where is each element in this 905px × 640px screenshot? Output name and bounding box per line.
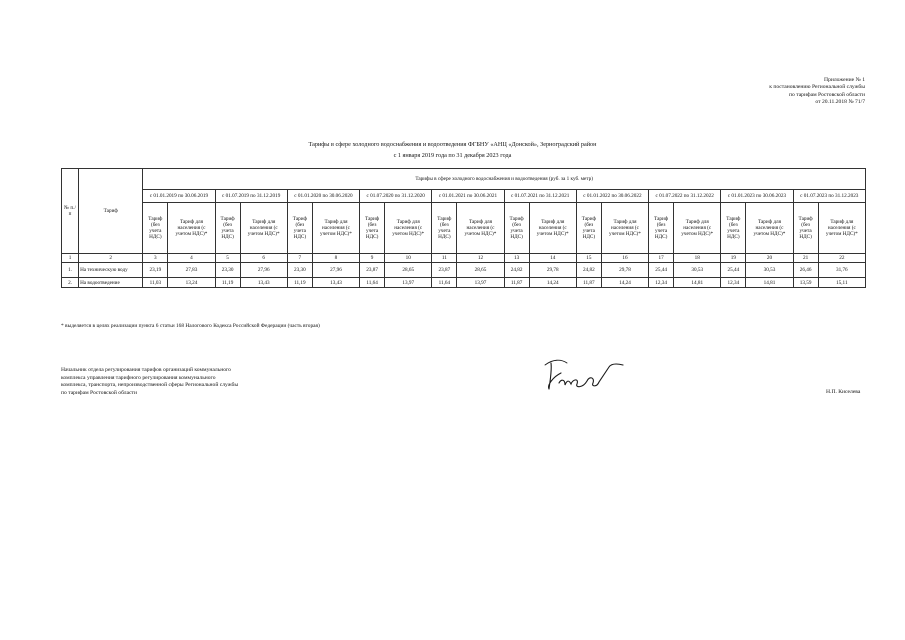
group-header: Тарифы в сфере холодного водоснабжения и водоотведения (руб. за 1 куб. метр)	[143, 169, 866, 190]
subheader-no-vat: Тариф (без учета НДС)	[793, 203, 818, 254]
tariff-value: 11,19	[287, 278, 312, 288]
column-number: 9	[360, 254, 385, 263]
official-line: комплекса, транспорта, непроизводственной сферы Региональной службы	[61, 382, 239, 389]
table-row	[62, 263, 866, 278]
table-row	[62, 278, 866, 288]
header-row-group	[62, 169, 866, 190]
subheader-no-vat: Тариф (без учета НДС)	[649, 203, 674, 254]
column-number: 18	[674, 254, 721, 263]
tariff-value: 11,87	[504, 278, 529, 288]
tariff-value: 14,81	[746, 278, 793, 288]
column-number: 15	[576, 254, 601, 263]
tariff-value: 28,65	[385, 263, 432, 278]
subheader-population: Тариф для населения (с учетом НДС)*	[818, 203, 865, 254]
tariff-value: 12,34	[649, 278, 674, 288]
tariff-value: 11,03	[143, 278, 168, 288]
tariff-value: 30,53	[746, 263, 793, 278]
subheader-no-vat: Тариф (без учета НДС)	[215, 203, 240, 254]
period-header: с 01.07.2019 по 31.12.2019	[215, 190, 287, 203]
tariff-value: 12,34	[721, 278, 746, 288]
header-row-periods	[62, 190, 866, 203]
tariff-value: 29,78	[601, 263, 648, 278]
tariff-value: 27,83	[168, 263, 215, 278]
tariff-value: 11,87	[576, 278, 601, 288]
column-number: 19	[721, 254, 746, 263]
official-line: Начальник отдела регулирования тарифов организаций коммунального	[61, 367, 231, 373]
subheader-population: Тариф для населения (с учетом НДС)*	[529, 203, 576, 254]
tariff-value: 13,97	[457, 278, 504, 288]
subheader-no-vat: Тариф (без учета НДС)	[576, 203, 601, 254]
column-number: 5	[215, 254, 240, 263]
row-number: 1.	[62, 263, 79, 278]
period-header: с 01.01.2021 по 30.06.2021	[432, 190, 504, 203]
tariff-value: 25,44	[649, 263, 674, 278]
column-number: 4	[168, 254, 215, 263]
column-number: 11	[432, 254, 457, 263]
tariff-value: 23,30	[287, 263, 312, 278]
appendix-line: от 20.11.2018 № 71/7	[815, 99, 865, 106]
document-title: Тарифы в сфере холодного водоснабжения и водоотведения ФГБНУ «АНЦ «Донской», Зерноградский район	[308, 141, 597, 148]
tariff-value: 14,24	[529, 278, 576, 288]
tariff-value: 15,11	[818, 278, 865, 288]
appendix-line: по тарифам Ростовской области	[789, 91, 865, 98]
column-number: 8	[312, 254, 359, 263]
period-header: с 01.07.2023 по 31.12.2023	[793, 190, 865, 203]
col-num-header: № п./п	[62, 169, 79, 254]
tariff-value: 13,24	[168, 278, 215, 288]
col-tariff-header: Тариф	[79, 169, 143, 254]
appendix-line: Приложение № 1	[824, 77, 865, 83]
tariff-value: 23,19	[143, 263, 168, 278]
column-number: 1	[62, 254, 79, 263]
row-tariff-name: На водоотведение	[79, 278, 143, 288]
tariff-value: 27,96	[240, 263, 287, 278]
tariff-value: 13,43	[240, 278, 287, 288]
header-row-subheaders	[62, 203, 866, 254]
tariff-value: 30,53	[674, 263, 721, 278]
tariff-table	[61, 168, 866, 288]
subheader-population: Тариф для населения (с учетом НДС)*	[168, 203, 215, 254]
tariff-value: 26,46	[793, 263, 818, 278]
period-header: с 01.01.2020 по 30.06.2020	[287, 190, 359, 203]
tariff-value: 14,81	[674, 278, 721, 288]
tariff-value: 23,30	[215, 263, 240, 278]
period-header: с 01.07.2020 по 31.12.2020	[360, 190, 432, 203]
tariff-value: 14,24	[601, 278, 648, 288]
subheader-population: Тариф для населения (с учетом НДС)*	[385, 203, 432, 254]
subheader-population: Тариф для населения (с учетом НДС)*	[240, 203, 287, 254]
subheader-population: Тариф для населения (с учетом НДС)*	[457, 203, 504, 254]
period-header: с 01.01.2022 по 30.06.2022	[576, 190, 648, 203]
column-number: 10	[385, 254, 432, 263]
column-number: 2	[79, 254, 143, 263]
appendix-line: к постановлению Региональной службы	[769, 84, 865, 91]
tariff-value: 11,64	[360, 278, 385, 288]
column-number: 20	[746, 254, 793, 263]
column-number: 21	[793, 254, 818, 263]
period-header: с 01.01.2023 по 30.06.2023	[721, 190, 793, 203]
column-number: 6	[240, 254, 287, 263]
subheader-no-vat: Тариф (без учета НДС)	[721, 203, 746, 254]
column-number: 16	[601, 254, 648, 263]
signer-name: Н.П. Киселева	[826, 389, 861, 395]
official-position	[61, 367, 238, 397]
signature-image	[543, 353, 625, 395]
row-number: 2.	[62, 278, 79, 288]
tariff-value: 25,44	[721, 263, 746, 278]
column-number-row	[62, 254, 866, 263]
column-number: 14	[529, 254, 576, 263]
period-header: с 01.07.2021 по 31.12.2021	[504, 190, 576, 203]
footnote: * выделяется в целях реализации пункта 6 статьи 168 Налогового Кодекса Российской Федерации (часть вторая)	[61, 323, 320, 329]
official-line: комплекса управления тарифного регулирования коммунального	[61, 374, 216, 381]
subheader-no-vat: Тариф (без учета НДС)	[143, 203, 168, 254]
tariff-value: 27,96	[312, 263, 359, 278]
tariff-value: 28,65	[457, 263, 504, 278]
subheader-population: Тариф для населения (с учетом НДС)*	[601, 203, 648, 254]
tariff-value: 24,82	[504, 263, 529, 278]
period-header: с 01.01.2019 по 30.06.2019	[143, 190, 215, 203]
tariff-value: 11,19	[215, 278, 240, 288]
subheader-no-vat: Тариф (без учета НДС)	[360, 203, 385, 254]
subheader-no-vat: Тариф (без учета НДС)	[504, 203, 529, 254]
row-tariff-name: На техническую воду	[79, 263, 143, 278]
column-number: 13	[504, 254, 529, 263]
column-number: 17	[649, 254, 674, 263]
tariff-table-body	[62, 169, 866, 288]
subheader-no-vat: Тариф (без учета НДС)	[432, 203, 457, 254]
tariff-value: 23,87	[360, 263, 385, 278]
tariff-value: 11,64	[432, 278, 457, 288]
tariff-value: 29,78	[529, 263, 576, 278]
official-line: по тарифам Ростовской области	[61, 389, 137, 396]
subheader-population: Тариф для населения (с учетом НДС)*	[312, 203, 359, 254]
document-subtitle: с 1 января 2019 года по 31 декабря 2023 года	[393, 152, 512, 159]
subheader-population: Тариф для населения (с учетом НДС)*	[674, 203, 721, 254]
column-number: 3	[143, 254, 168, 263]
tariff-value: 23,87	[432, 263, 457, 278]
period-header: с 01.07.2022 по 31.12.2022	[649, 190, 721, 203]
column-number: 22	[818, 254, 865, 263]
tariff-value: 13,97	[385, 278, 432, 288]
subheader-no-vat: Тариф (без учета НДС)	[287, 203, 312, 254]
tariff-value: 31,76	[818, 263, 865, 278]
column-number: 7	[287, 254, 312, 263]
subheader-population: Тариф для населения (с учетом НДС)*	[746, 203, 793, 254]
tariff-value: 13,43	[312, 278, 359, 288]
appendix-block	[769, 77, 865, 107]
column-number: 12	[457, 254, 504, 263]
tariff-value: 13,59	[793, 278, 818, 288]
tariff-value: 24,82	[576, 263, 601, 278]
